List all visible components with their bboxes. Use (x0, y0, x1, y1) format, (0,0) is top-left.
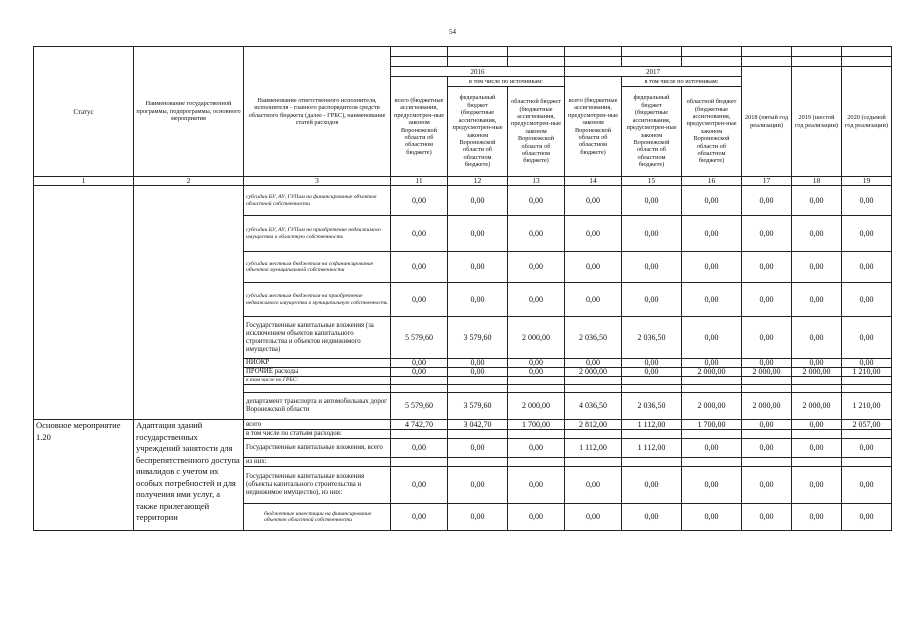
header-2018: 2018 (пятый год реализации) (742, 67, 792, 177)
col-number: 3 (244, 177, 391, 186)
value-cell: 0,00 (391, 359, 448, 368)
value-cell: 0,00 (508, 368, 565, 377)
value-cell: 0,00 (842, 504, 892, 531)
value-cell: 0,00 (842, 216, 892, 252)
value-cell: 1 210,00 (842, 393, 892, 420)
value-cell: 2 036,50 (622, 393, 682, 420)
header-2017-regional: областной бюджет (бюджетные ассигнования, предусмотрен-ные законом Воронежской области об областном бюджете) (682, 87, 742, 177)
value-cell: 5 579,60 (391, 393, 448, 420)
value-cell: 0,00 (682, 283, 742, 317)
row-label: субсидии БУ, АУ, ГУПам на приобретение недвижимого имущества в областную собственность (244, 216, 391, 252)
value-cell: 0,00 (391, 467, 448, 504)
value-cell: 2 000,00 (682, 368, 742, 377)
value-cell: 0,00 (391, 368, 448, 377)
row-label: субсидии местным бюджетам на софинансирование объектов муниципальной собственности (244, 252, 391, 283)
value-cell: 0,00 (792, 317, 842, 359)
col-number: 14 (565, 177, 622, 186)
value-cell: 0,00 (448, 283, 508, 317)
row-label: Государственные капитальные вложения (объекты капитального строительства и недвижимое имущество), из них: (244, 467, 391, 504)
row-label: из них: (244, 458, 391, 467)
value-cell: 0,00 (622, 283, 682, 317)
value-cell: 0,00 (622, 504, 682, 531)
value-cell: 0,00 (448, 467, 508, 504)
header-year-2016: 2016 (391, 67, 565, 77)
value-cell: 0,00 (792, 252, 842, 283)
value-cell: 0,00 (792, 186, 842, 216)
value-cell: 0,00 (742, 504, 792, 531)
col-number: 2 (134, 177, 244, 186)
value-cell: 0,00 (508, 216, 565, 252)
header-2019: 2019 (шестой год реализации) (792, 67, 842, 177)
header-status: Статус (34, 47, 134, 177)
row-label: Государственные капитальные вложения (за исключением объектов капитального строительства и объектов недвижимого имущества) (244, 317, 391, 359)
value-cell: 0,00 (682, 467, 742, 504)
value-cell: 0,00 (565, 504, 622, 531)
page-number: 54 (449, 28, 456, 36)
value-cell: 0,00 (742, 283, 792, 317)
value-cell: 0,00 (391, 504, 448, 531)
value-cell: 0,00 (682, 317, 742, 359)
value-cell: 2 812,00 (565, 420, 622, 430)
program-cell-empty (134, 186, 244, 420)
value-cell: 0,00 (682, 359, 742, 368)
row-label: всего (244, 420, 391, 430)
value-cell: 3 579,60 (448, 317, 508, 359)
row-label: в том числе по статьям расходов: (244, 430, 391, 439)
value-cell: 0,00 (448, 216, 508, 252)
value-cell: 0,00 (448, 186, 508, 216)
value-cell: 0,00 (742, 467, 792, 504)
value-cell: 0,00 (391, 439, 448, 458)
header-executor: Наименование ответственного исполнителя, исполнителя - главного распорядителя средств областного бюджета (далее - ГРБС), наименование статей расходов (244, 47, 391, 177)
value-cell: 0,00 (508, 186, 565, 216)
header-2020: 2020 (седьмой год реализации) (842, 67, 892, 177)
value-cell: 0,00 (742, 216, 792, 252)
value-cell: 0,00 (391, 216, 448, 252)
program-name-cell: Адаптация зданий государственных учреждений занятости для беспрепятственного доступа инвалидов с учетом их особых потребностей и для получения ими услуг, а также прилегающей территории (134, 420, 244, 531)
value-cell: 0,00 (742, 420, 792, 430)
value-cell: 0,00 (842, 439, 892, 458)
header-2017-federal: федеральный бюджет (бюджетные ассигнования, предусмотрен-ные законом Воронежской области об областном бюджете) (622, 87, 682, 177)
grbs-note: в том числе по ГРБС: (244, 377, 391, 385)
value-cell: 0,00 (622, 252, 682, 283)
value-cell: 1 700,00 (508, 420, 565, 430)
value-cell: 0,00 (842, 186, 892, 216)
value-cell: 0,00 (682, 216, 742, 252)
col-number: 19 (842, 177, 892, 186)
row-label: ПРОЧИЕ расходы (244, 368, 391, 377)
value-cell: 2 000,00 (742, 368, 792, 377)
header-2016-total: всего (бюджетные ассигнования, предусмотрен-ные законом Воронежской области об областном бюджете) (391, 77, 448, 177)
value-cell: 0,00 (682, 504, 742, 531)
value-cell: 0,00 (792, 283, 842, 317)
value-cell: 3 042,70 (448, 420, 508, 430)
value-cell: 3 579,60 (448, 393, 508, 420)
value-cell: 0,00 (448, 368, 508, 377)
value-cell: 0,00 (508, 439, 565, 458)
value-cell: 0,00 (448, 439, 508, 458)
value-cell: 1 700,00 (682, 420, 742, 430)
value-cell: 0,00 (508, 359, 565, 368)
value-cell: 0,00 (565, 359, 622, 368)
column-number-row (34, 177, 892, 186)
row-label: субсидии БУ, АУ, ГУПам на финансирование объектов областной собственности (244, 186, 391, 216)
value-cell: 0,00 (565, 186, 622, 216)
value-cell: 0,00 (565, 467, 622, 504)
budget-table (33, 46, 892, 531)
value-cell: 2 000,00 (508, 393, 565, 420)
value-cell: 0,00 (742, 439, 792, 458)
value-cell: 0,00 (448, 504, 508, 531)
value-cell: 0,00 (842, 283, 892, 317)
header-2017-total: всего (бюджетные ассигнования, предусмотрен-ные законом Воронежской области об областном бюджете) (565, 77, 622, 177)
value-cell: 0,00 (842, 252, 892, 283)
value-cell: 1 112,00 (622, 439, 682, 458)
value-cell: 2 036,50 (622, 317, 682, 359)
value-cell: 0,00 (622, 359, 682, 368)
value-cell: 0,00 (742, 317, 792, 359)
col-number: 13 (508, 177, 565, 186)
value-cell: 0,00 (682, 186, 742, 216)
header-2016-federal: федеральный бюджет (бюджетные ассигнования, предусмотрен-ные законом Воронежской области об областном бюджете) (448, 87, 508, 177)
row-label: субсидии местным бюджетам на приобретение недвижимого имущества в муниципальную собственность (244, 283, 391, 317)
empty-header-row (34, 47, 892, 57)
col-number: 12 (448, 177, 508, 186)
header-2016-regional: областной бюджет (бюджетные ассигнования, предусмотрен-ные законом Воронежской области об областном бюджете) (508, 87, 565, 177)
value-cell: 0,00 (508, 252, 565, 283)
value-cell: 0,00 (742, 186, 792, 216)
status-cell-empty (34, 186, 134, 420)
value-cell: 0,00 (742, 252, 792, 283)
value-cell: 0,00 (792, 504, 842, 531)
col-number: 1 (34, 177, 134, 186)
value-cell: 2 057,00 (842, 420, 892, 430)
value-cell: 0,00 (792, 420, 842, 430)
header-year-2017: 2017 (565, 67, 742, 77)
value-cell: 0,00 (565, 252, 622, 283)
value-cell: 0,00 (792, 467, 842, 504)
value-cell: 0,00 (682, 439, 742, 458)
header-program-name: Наименование государственной программы, подпрограммы, основного мероприятия (134, 47, 244, 177)
value-cell: 0,00 (508, 283, 565, 317)
col-number: 11 (391, 177, 448, 186)
value-cell: 2 000,00 (565, 368, 622, 377)
value-cell: 0,00 (391, 283, 448, 317)
col-number: 18 (792, 177, 842, 186)
header-2017-sources: в том числе по источникам: (622, 77, 742, 87)
value-cell: 2 000,00 (792, 368, 842, 377)
value-cell: 0,00 (742, 359, 792, 368)
value-cell: 0,00 (448, 252, 508, 283)
value-cell: 2 000,00 (792, 393, 842, 420)
value-cell: 1 112,00 (622, 420, 682, 430)
col-number: 16 (682, 177, 742, 186)
value-cell: 1 210,00 (842, 368, 892, 377)
value-cell: 5 579,60 (391, 317, 448, 359)
value-cell: 4 036,50 (565, 393, 622, 420)
table-row (34, 420, 892, 430)
value-cell: 0,00 (842, 317, 892, 359)
row-label: НИОКР (244, 359, 391, 368)
value-cell: 2 000,00 (742, 393, 792, 420)
status-cell: Основное мероприятие 1.20 (34, 420, 134, 531)
value-cell: 0,00 (842, 359, 892, 368)
row-label: бюджетные инвестиции на финансирование объектов областной собственности (244, 504, 391, 531)
value-cell: 0,00 (792, 439, 842, 458)
value-cell: 0,00 (682, 252, 742, 283)
value-cell: 0,00 (391, 252, 448, 283)
value-cell: 0,00 (622, 216, 682, 252)
value-cell: 2 000,00 (682, 393, 742, 420)
value-cell: 2 000,00 (508, 317, 565, 359)
value-cell: 1 112,00 (565, 439, 622, 458)
table-row (34, 186, 892, 216)
value-cell: 0,00 (842, 467, 892, 504)
value-cell: 4 742,70 (391, 420, 448, 430)
header-2016-sources: в том числе по источникам: (448, 77, 565, 87)
value-cell: 0,00 (508, 467, 565, 504)
col-number: 15 (622, 177, 682, 186)
value-cell: 2 036,50 (565, 317, 622, 359)
value-cell: 0,00 (622, 368, 682, 377)
row-label: департамент транспорта и автомобильных дорог Воронежской области (244, 393, 391, 420)
value-cell: 0,00 (622, 467, 682, 504)
row-label: Государственные капитальные вложения, всего (244, 439, 391, 458)
value-cell: 0,00 (391, 186, 448, 216)
value-cell: 0,00 (565, 283, 622, 317)
value-cell: 0,00 (448, 359, 508, 368)
value-cell: 0,00 (792, 216, 842, 252)
col-number: 17 (742, 177, 792, 186)
value-cell: 0,00 (792, 359, 842, 368)
value-cell: 0,00 (565, 216, 622, 252)
value-cell: 0,00 (622, 186, 682, 216)
value-cell: 0,00 (508, 504, 565, 531)
